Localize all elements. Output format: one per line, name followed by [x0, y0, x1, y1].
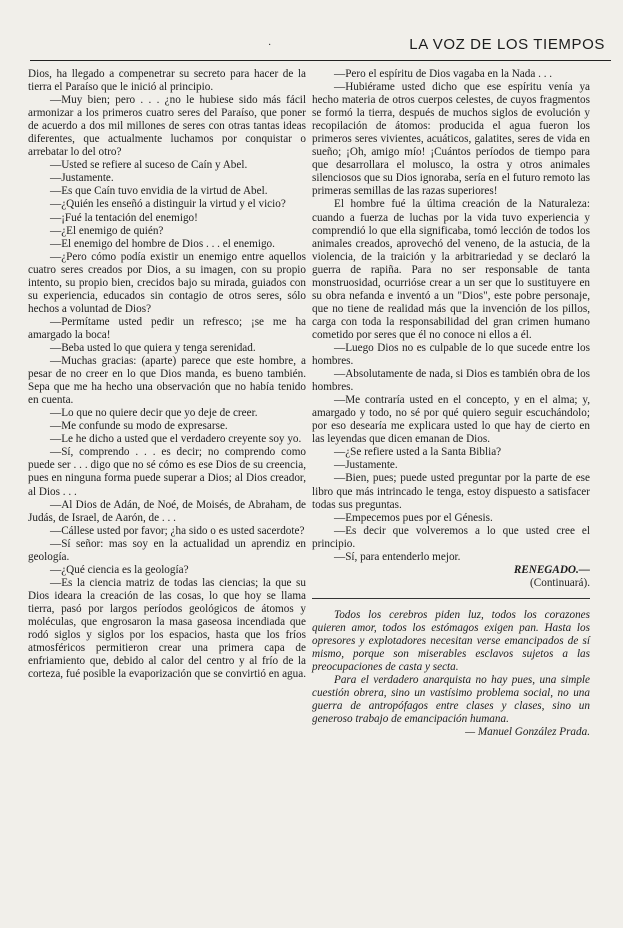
paragraph: —¿Qué ciencia es la geología?	[50, 563, 189, 576]
paragraph: —Sí, comprendo . . . es decir; no comprendo como puede ser . . . digo que no sé cómo es ese Dios de su creencia, pues en ninguna forma puede superar a Dios; al Dios creador, al Dios . . .	[28, 446, 306, 498]
paragraph: —Al Dios de Adán, de Noé, de Moisés, de Abraham, de Judás, de Israel, de Aarón, de . . .	[28, 498, 306, 524]
continued-note: (Continuará).	[530, 576, 590, 589]
paragraph: —Cállese usted por favor; ¿ha sido o es usted sacerdote?	[50, 524, 305, 537]
paragraph: —¡Fué la tentación del enemigo!	[50, 211, 198, 224]
quote-author: — Manuel González Prada.	[465, 726, 590, 739]
paragraph: —Pero el espíritu de Dios vagaba en la Nada . . .	[334, 68, 553, 80]
paragraph: —El enemigo del hombre de Dios . . . el enemigo.	[50, 237, 275, 250]
paragraph: —Es que Caín tuvo envidia de la virtud de Abel.	[50, 185, 268, 198]
paragraph: —Empecemos pues por el Génesis.	[334, 511, 493, 524]
paragraph: —Muchas gracias: (aparte) parece que este hombre, a pesar de no creer en lo que Dios manda, es bueno también. Sepa que me ha hecho una observación que no había tenido en cuenta.	[28, 355, 306, 407]
paragraph: —¿Se refiere usted a la Santa Biblia?	[334, 446, 502, 459]
paragraph: —Permítame usted pedir un refresco; ¡se me ha amargado la boca!	[28, 315, 306, 341]
publication-title: LA VOZ DE LOS TIEMPOS	[409, 36, 605, 53]
article-signature: RENEGADO.—	[513, 563, 590, 576]
paragraph: —¿Pero cómo podía existir un enemigo entre aquellos cuatro seres creados por Dios, a su imagen, con su propio intento, su propio bien, crecidos bajo su mirada, guiados con su experiencia, educados sin contagio de otros seres, sólo hechos a voluntad de Dios?	[28, 250, 306, 315]
paragraph: Dios, ha llegado a compenetrar su secreto para hacer de la tierra el Paraíso que le inició al principio.	[28, 68, 306, 94]
section-divider	[312, 598, 590, 599]
page-mark: ·	[268, 40, 272, 51]
paragraph: —Lo que no quiere decir que yo deje de creer.	[50, 407, 258, 420]
right-column	[312, 68, 590, 739]
page-header	[30, 36, 611, 61]
paragraph: —Hubiérame usted dicho que ese espíritu venía ya hecho materia de otros cuerpos celestes, de cuyos fragmentos se formó la tierra, después de muchos siglos de evolución y recopilación de átomos: producida el agua fueron los primeros seres vivientes, acuáticos, galatites, seres de vida en sueño; ¡Oh, amigo mío! ¡Cuántos períodos de tiempo para que desarrollara el molusco, la ostra y otros animales silenciosos que su Dios ignoraba, sería en el futuro remoto las primeras semillas de las razas superiores!	[312, 81, 590, 198]
paragraph: —Justamente.	[334, 459, 398, 472]
paragraph: —Bien, pues; puede usted preguntar por la parte de ese libro que más intrincado le tenga, estoy dispuesto a satisfacer todas sus preguntas.	[312, 472, 590, 511]
paragraph: —Sí, para entenderlo mejor.	[334, 550, 461, 563]
paragraph: El hombre fué la última creación de la Naturaleza: cuando a fuerza de luchas por la vida tuvo experiencia y comprendió lo que ella significaba, tomó lección de todos los animales creados, aprovechó del veneno, de la astucia, de la violencia, de la traición y la arbitrariedad y se declaró la guerra de rapiña. Para no ser responsable de tanta monstruosidad, ocurrióse crear a un ser que lo sustituyere en su obra nefanda e inventó a un "Dios", este pobre personaje, que no tiene de realidad más que la invención de los pillos, carga con toda la responsabilidad del gran crimen humano cometido por seres que él no conoce ni ellos a él.	[312, 198, 590, 341]
paragraph: —¿El enemigo de quién?	[50, 224, 164, 237]
paragraph: —Le he dicho a usted que el verdadero creyente soy yo.	[50, 433, 302, 446]
quote-paragraph: Todos los cerebros piden luz, todos los corazones quieren amor, todos los estómagos exigen pan. Hasta los opresores y explotadores necesitan verse emancipados de sí mismo, porque son miserables esclavos sujetos a las preocupaciones de casta y secta.	[312, 608, 590, 674]
paragraph: —Sí señor: mas soy en la actualidad un aprendiz en geología.	[28, 537, 306, 563]
paragraph: —Me contraría usted en el concepto, y en el alma; y, amargado y todo, no sé por qué quiero seguir escuchándolo; por eso desearía me explicara usted lo que hay de cierto en las leyendas que dicen emanan de Dios.	[312, 394, 590, 446]
paragraph: —Justamente.	[50, 172, 114, 185]
paragraph: —Absolutamente de nada, si Dios es también obra de los hombres.	[312, 368, 591, 394]
paragraph: —Usted se refiere al suceso de Caín y Abel.	[50, 159, 248, 172]
paragraph: —¿Quién les enseñó a distinguir la virtud y el vicio?	[50, 198, 286, 211]
paragraph: —Me confunde su modo de expresarse.	[50, 420, 228, 433]
quote-paragraph: Para el verdadero anarquista no hay pues, una simple cuestión obrera, sino un vastísimo problema social, no una guerra de antropófagos entre clases y clases, sino un generoso trabajo de emancipación humana.	[312, 674, 590, 726]
paragraph: —Es decir que volveremos a lo que usted cree el principio.	[312, 524, 590, 550]
left-column	[28, 68, 306, 681]
paragraph: —Muy bien; pero . . . ¿no le hubiese sido más fácil armonizar a los primeros cuatro seres del Paraíso, que poner de acuerdo a dos mil millones de seres con otras tantas ideas diferentes, que actualmente luchamos por conquistar o arrebatar lo del otro?	[28, 94, 306, 159]
paragraph: —Beba usted lo que quiera y tenga serenidad.	[50, 341, 256, 354]
paragraph: —Luego Dios no es culpable de lo que sucede entre los hombres.	[312, 341, 590, 368]
paragraph: —Es la ciencia matriz de todas las ciencias; la que su Dios ideara la creación de las cosas, lo que hoy se llama tierra, pasó por largos períodos geológicos de átomos y moléculas, que engrosaron la masa gaseosa incendiada que rodó siglos y siglos por los espacios, hasta que los fríos atmosféricos permitieron crear una primera capa de enfriamiento que, debido al calor del centro y al frío de la corteza, fué posible la evaporización que se convirtió en agua.	[28, 576, 307, 681]
